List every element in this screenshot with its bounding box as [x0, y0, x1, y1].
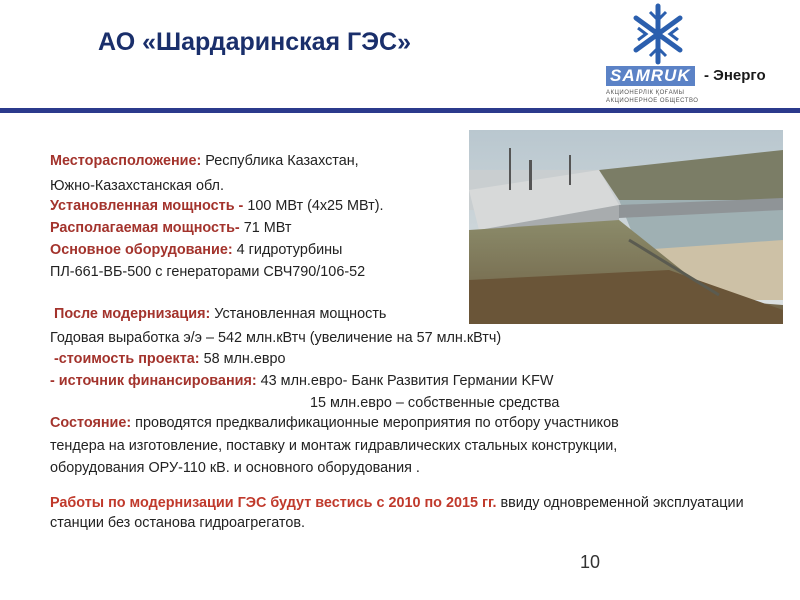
equipment-details: ПЛ-661-ВБ-500 с генераторами СВЧ790/106-52 [50, 264, 366, 280]
modernization-value: Установленная мощность [210, 306, 387, 322]
funding-label: - источник финансирования: [50, 373, 257, 389]
funding-line [50, 372, 553, 390]
available-capacity-value: 71 МВт [239, 220, 292, 236]
logo-subtitle-ru: АКЦИОНЕРНОЕ ОБЩЕСТВО [606, 98, 699, 104]
available-capacity-label: Располагаемая мощность- [50, 220, 240, 236]
project-cost-label: -стоимость проекта: [54, 351, 200, 367]
status-label: Состояние: [50, 415, 132, 431]
equipment-value: 4 гидротурбины [232, 242, 343, 258]
page-title: АО «Шардаринская ГЭС» [98, 28, 411, 56]
available-capacity-line [50, 219, 291, 237]
location-line [50, 152, 359, 170]
samruk-energo-logo [598, 2, 798, 106]
installed-capacity-line [50, 197, 384, 215]
project-cost-value: 58 млн.евро [199, 351, 286, 367]
header-divider [0, 108, 800, 113]
status-value: проводятся предквалификационные мероприятия по отбору участников [131, 415, 619, 431]
logo-subtitle-kz: АКЦИОНЕРЛІК ҚОҒАМЫ [606, 90, 685, 96]
equipment-label: Основное оборудование: [50, 242, 233, 258]
page-number: 10 [580, 552, 601, 572]
snowflake-logo-icon [628, 2, 688, 66]
location-label: Месторасположение: [50, 153, 202, 169]
funding-own-funds: 15 млн.евро – собственные средства [310, 395, 560, 411]
funding-value: 43 млн.евро- Банк Развития Германии KFW [256, 373, 554, 389]
location-region: Южно-Казахстанская обл. [50, 178, 224, 194]
installed-capacity-value: 100 МВт (4х25 МВт). [243, 198, 384, 214]
hydro-plant-photo [469, 130, 783, 324]
schedule-highlight: Работы по модернизации ГЭС будут вестись с 2010 по 2015 гг. [50, 495, 497, 511]
schedule-rest: ввиду одновременной эксплуатации станции без останова гидроагрегатов. [50, 495, 744, 531]
logo-suffix: - Энерго [704, 67, 766, 84]
logo-brand: SAMRUK [606, 66, 695, 86]
installed-capacity-label: Установленная мощность - [50, 198, 244, 214]
modernization-line [54, 305, 386, 323]
modernization-schedule-note [50, 493, 795, 533]
location-value: Республика Казахстан, [201, 153, 359, 169]
modernization-label: После модернизация: [54, 306, 211, 322]
project-cost-line [54, 350, 285, 368]
annual-output: Годовая выработка э/э – 542 млн.кВтч (увеличение на 57 млн.кВтч) [50, 330, 502, 346]
equipment-line [50, 241, 342, 259]
status-line-2: тендера на изготовление, поставку и монтаж гидравлических стальных конструкции, [50, 438, 618, 454]
status-line-3: оборудования ОРУ-110 кВ. и основного оборудования . [50, 460, 420, 476]
status-line [50, 414, 619, 432]
